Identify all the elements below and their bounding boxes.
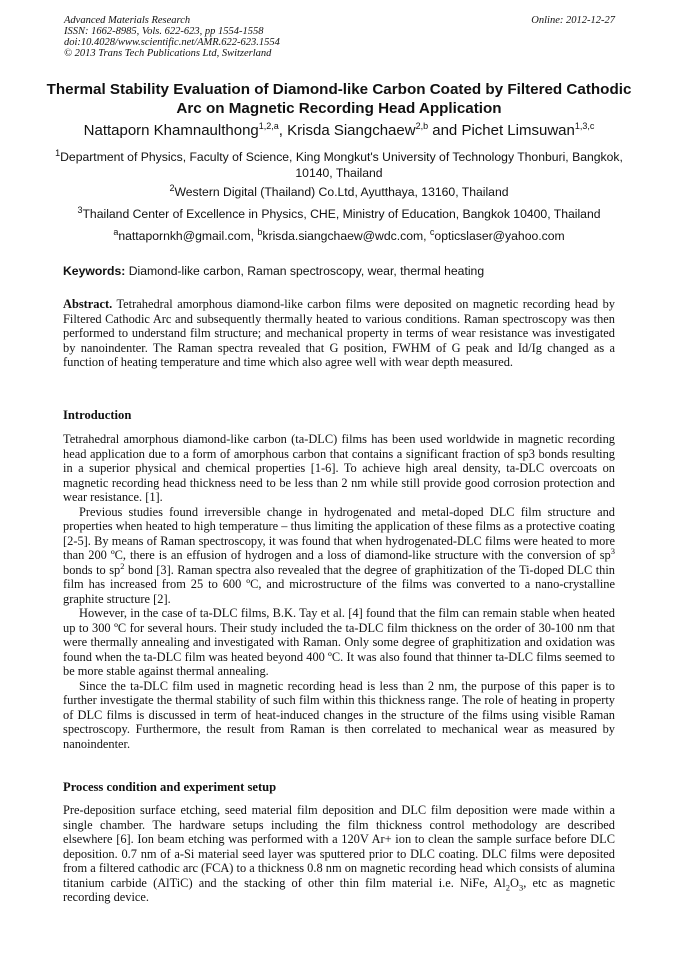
affiliation-1: [40, 149, 638, 181]
affiliation-number: 3: [77, 204, 83, 215]
author-list: [40, 121, 638, 140]
affiliation-text: Western Digital (Thailand) Co.Ltd, Ayutthaya, 13160, Thailand: [174, 185, 509, 199]
section-heading-process: Process condition and experiment setup: [63, 780, 277, 794]
introduction-section: [63, 432, 615, 751]
paragraph-text: O: [510, 875, 519, 890]
issn-line: ISSN: 1662-8985, Vols. 622-623, pp 1554-1558: [64, 26, 264, 37]
author-name: Krisda Siangchaew: [287, 122, 416, 139]
paragraph: [63, 803, 615, 905]
affiliation-2: [40, 184, 638, 200]
journal-name: Advanced Materials Research: [64, 15, 191, 26]
paragraph-text: , etc as magnetic recording device.: [63, 875, 615, 904]
affiliation-number: 2: [169, 182, 175, 193]
abstract: [63, 297, 615, 370]
email-separator: ,: [250, 229, 258, 243]
author-affiliation-mark: 2,b: [415, 121, 429, 131]
journal-header: [64, 15, 280, 59]
abstract-label: Abstract.: [63, 297, 113, 311]
keywords-text: Diamond-like carbon, Raman spectroscopy, wear, thermal heating: [128, 264, 485, 278]
subscript: 2: [505, 881, 510, 892]
author-separator: ,: [278, 122, 288, 139]
affiliation-text: Department of Physics, Faculty of Science, King Mongkut's University of Technology Thonburi, Bangkok, 10140, Thailand: [60, 150, 623, 180]
author-name: Pichet Limsuwan: [461, 122, 575, 139]
subscript: 3: [518, 881, 524, 892]
email-link[interactable]: opticslaser@yahoo.com: [434, 229, 565, 243]
doi-line[interactable]: doi:10.4028/www.scientific.net/AMR.622-623.1554: [64, 37, 280, 48]
superscript: 3: [610, 545, 615, 556]
email-mark: c: [429, 226, 435, 237]
process-section: [63, 803, 615, 905]
keywords: [63, 263, 618, 279]
author-emails: [40, 228, 638, 244]
abstract-text: Tetrahedral amorphous diamond-like carbon films were deposited on magnetic recording head by Filtered Cathodic Arc and subsequently thermally heated to various conditions. Raman spectroscopy was then performed to understand film structure; and mechanical property in terms of wear resistance was investigated by nanoindenter. The Raman spectra revealed that G position, FWHM of G peak and Id/Ig changed as a function of heating temperature and time which also agree well with wear depth measured.: [63, 297, 616, 369]
paragraph-text: Pre-deposition surface etching, seed material film deposition and DLC film deposition were made within a single chamber. The hardware setups including the film thickness control methodology are described elsewhere [6]. Ion beam etching was performed with a 120V Ar+ ion to clean the sample surface before DLC deposition. 0.7 nm of a-Si material seed layer was sputtered prior to DLC coating. DLC films were deposited from a filtered cathodic arc (FCA) to a thickness 0.8 nm on magnetic recording head which consists of alumina titanium carbide (AlTiC) and the stacking of other thin film material i.e. NiFe, Al: [63, 803, 615, 890]
author-separator: and: [428, 122, 462, 139]
paragraph-text: bonds to sp: [63, 562, 121, 577]
copyright-line: © 2013 Trans Tech Publications Ltd, Switzerland: [64, 48, 272, 59]
paragraph: However, in the case of ta-DLC films, B.K. Tay et al. [4] found that the film can remain stable when heated up to 300 ºC for several hours. Their study included the ta-DLC film thickness on the order of 30-100 nm that were thermally annealing and investigated with Raman. Only some degree of graphitization and oxidation was found when the ta-DLC film was heated beyond 400 ºC. It was also found that thinner ta-DLC films seemed to be more stable against thermal annealing.: [63, 606, 615, 678]
paragraph-text: Previous studies found irreversible change in hydrogenated and metal-doped DLC film structure and properties when heated to high temperature – thus limiting the application of these films as a protective coating [2-5]. By means of Raman spectroscopy, it was found that when hydrogenated-DLC films were heated to more than 200 ºC, there is an effusion of hydrogen and a loss of diamond-like structure with the conversion of sp: [63, 504, 615, 562]
email-mark: b: [257, 226, 263, 237]
paragraph-text: bond [3]. Raman spectra also revealed that the degree of graphitization of the Ti-doped DLC thin film has increased from 25 to 600 ºC, and microstructure of the films was converted to a nano-crystalline graphite structure [2].: [63, 562, 615, 606]
affiliation-text: Thailand Center of Excellence in Physics, CHE, Ministry of Education, Bangkok 10400, Thailand: [82, 207, 601, 221]
superscript: 2: [120, 560, 125, 571]
paragraph: [63, 505, 615, 607]
email-separator: ,: [423, 229, 430, 243]
author-name: Nattaporn Khamnaulthong: [83, 122, 259, 139]
section-heading-introduction: Introduction: [63, 408, 132, 422]
email-link[interactable]: krisda.siangchaew@wdc.com: [262, 229, 424, 243]
keywords-label: Keywords:: [63, 264, 126, 278]
affiliation-number: 1: [55, 147, 61, 158]
paper-title: Thermal Stability Evaluation of Diamond-like Carbon Coated by Filtered Cathodic Arc on Magnetic Recording Head Application: [46, 81, 632, 117]
email-link[interactable]: nattapornkh@gmail.com: [118, 229, 251, 243]
email-mark: a: [113, 226, 119, 237]
online-date: Online: 2012-12-27: [531, 15, 615, 26]
affiliation-3: [40, 206, 638, 222]
paragraph: Since the ta-DLC film used in magnetic recording head is less than 2 nm, the purpose of this paper is to further investigate the thermal stability of such film within this thickness range. The role of heating in property of DLC films is discussed in term of heat-induced changes in the structure of the films using visible Raman spectroscopy. Furthermore, the result from Raman is then correlated to mechanical wear as measured by nanoindenter.: [63, 678, 615, 751]
author-affiliation-mark: 1,2,a: [258, 121, 279, 131]
author-affiliation-mark: 1,3,c: [574, 121, 595, 131]
paragraph: Tetrahedral amorphous diamond-like carbon (ta-DLC) films has been used worldwide in magnetic recording head application due to a form of amorphous carbon that contains a significant fraction of sp3 bonds resulting in a superior physical and chemical properties [1-6]. To achieve high areal density, ta-DLC overcoats on magnetic recording head thickness need to be less than 2 nm while still provide good corrosion protection and wear resistance. [1].: [63, 432, 615, 504]
